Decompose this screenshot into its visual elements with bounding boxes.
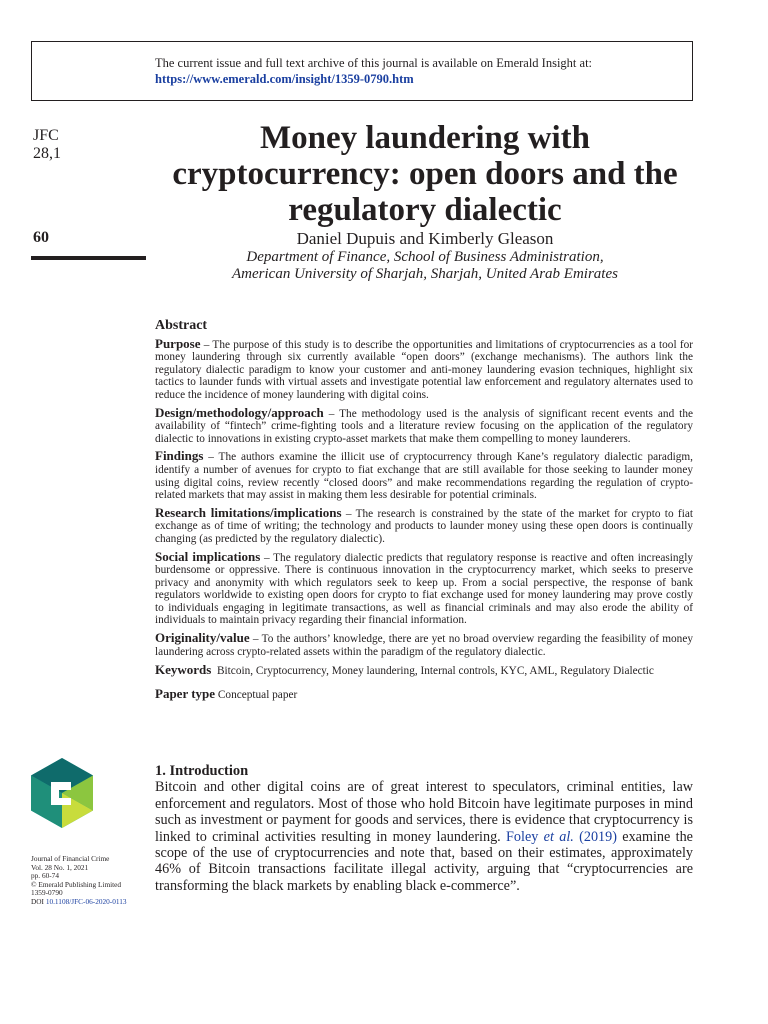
section-text: – The authors examine the illicit use of cryptocurrency through Kane’s regulatory dialectic paradigm, identify a number of avenues for crypto to fiat exchange that are still available for those seeking to launder money using digital coins, review recently “closed doors” and make recommendations regarding the regulation of crypto-related markets that may assist in making them less desirable for potential criminals. bbox=[155, 451, 693, 502]
doi-line bbox=[31, 898, 146, 907]
affiliation-line: American University of Sharjah, Sharjah, United Arab Emirates bbox=[232, 266, 618, 282]
journal-abbreviation: JFC bbox=[33, 127, 59, 144]
abstract-social bbox=[155, 548, 693, 628]
abstract-purpose bbox=[155, 335, 693, 402]
journal-volume: Vol. 28 No. 1, 2021 bbox=[31, 862, 89, 872]
section-text: – The research is constrained by the state of the market for crypto to fiat exchange as of time of writing; the technology and products to launder money using these open doors is continually changing (as predicted by the regulatory dialectic). bbox=[155, 507, 693, 545]
citation-link[interactable] bbox=[506, 829, 617, 845]
citation-etal: et al. bbox=[543, 828, 574, 845]
section-label: Social implications bbox=[155, 548, 261, 564]
journal-name: Journal of Financial Crime bbox=[31, 854, 110, 863]
journal-issn: 1359-0790 bbox=[31, 888, 63, 898]
abstract-originality bbox=[155, 632, 693, 658]
section-label: Purpose bbox=[155, 335, 201, 351]
intro-text: Bitcoin and other digital coins are of great interest to speculators, criminal entities, law enforcement and regulators. Most of those who hold Bitcoin have legitimate purposes in mind such as investment or payment for goods and services, there is evidence that cryptocurrency is linked to criminal activities resulting in money laundering. bbox=[155, 779, 693, 845]
article-title: Money laundering with cryptocurrency: open doors and the regulatory dialectic bbox=[172, 120, 678, 228]
abstract-limitations bbox=[155, 504, 693, 546]
abstract-heading: Abstract bbox=[155, 318, 208, 333]
section-label: Findings bbox=[155, 448, 204, 464]
doi-link[interactable]: 10.1108/JFC-06-2020-0113 bbox=[45, 896, 127, 906]
affiliation-line: Department of Finance, School of Business Administration, bbox=[246, 249, 604, 265]
intro-text: examine the scope of the use of cryptocurrencies and note that, based on their estimates, approximately 46% of Bitcoin transactions facilitate illegal activity, arguing that “cryptocurrencies are transforming the black markets by enabling black e-commerce”. bbox=[155, 828, 693, 894]
section-text: – The regulatory dialectic predicts that regulatory response is reactive and often increasingly burdensome or oppressive. There is continuous innovation in the cryptocurrency market, which seeks to preserve privacy and anonymity with which regulators seek to keep up. From a social perspective, the response of bank regulators worldwide to existing open doors for crypto to fiat exchange used for money laundering may prove costly to individuals engaging in legitimate transactions, as well as financial criminals and may also erode the ability of individuals to maintain privacy regarding their financial information. bbox=[155, 551, 693, 627]
journal-copyright: © Emerald Publishing Limited bbox=[31, 879, 122, 889]
paper-type bbox=[155, 685, 693, 702]
section-label: Research limitations/implications bbox=[155, 504, 342, 520]
page-number-rule bbox=[31, 256, 146, 260]
journal-url-link[interactable]: https://www.emerald.com/insight/1359-0790.htm bbox=[155, 72, 414, 86]
section-label: Design/methodology/approach bbox=[155, 404, 324, 420]
abstract-design bbox=[155, 404, 693, 446]
volume-issue: 28,1 bbox=[33, 145, 61, 162]
paper-type-label: Paper type bbox=[155, 685, 216, 701]
journal-access-banner bbox=[31, 41, 693, 101]
journal-volume-label bbox=[33, 127, 61, 163]
citation-year: (2019) bbox=[573, 828, 617, 845]
emerald-logo-icon bbox=[31, 758, 93, 828]
abstract bbox=[155, 320, 693, 701]
abstract-findings bbox=[155, 450, 693, 501]
section-text: – The purpose of this study is to describe the opportunities and limitations of cryptocurrencies as a tool for money laundering through six currently available “open doors” (exchange mechanisms). The authors link the regulatory dialectic paradigm to know your customer and anti-money laundering evasion techniques, highlight six tactics to launder funds with virtual assets and investigate potential law enforcement and regulatory alternates used to reduce the incidence of money laundering with digital coins. bbox=[155, 338, 693, 401]
doi-label: DOI bbox=[31, 896, 44, 906]
keywords bbox=[155, 664, 693, 678]
keywords-list: Bitcoin, Cryptocurrency, Money laundering, Internal controls, KYC, AML, Regulatory Dialectic bbox=[217, 665, 654, 678]
section-label: Originality/value bbox=[155, 630, 250, 646]
introduction-paragraph bbox=[155, 779, 693, 894]
author-affiliation bbox=[150, 249, 700, 283]
journal-info bbox=[31, 855, 146, 907]
introduction-section bbox=[155, 763, 693, 894]
paper-type-value: Conceptual paper bbox=[217, 688, 298, 701]
banner-text: The current issue and full text archive of this journal is available on Emerald Insight at: bbox=[155, 56, 593, 70]
page-number: 60 bbox=[33, 229, 49, 246]
section-text: – The methodology used is the analysis of significant recent events and the availability of “fintech” crime-fighting tools and a literature review focusing on the application of the regulatory dialectic to innovations in existing crypto-asset markets that make them compelling to money launderers. bbox=[155, 407, 693, 445]
keywords-label: Keywords bbox=[155, 662, 212, 678]
section-text: – To the authors’ knowledge, there are yet no broad overview regarding the feasibility of money laundering across crypto-related assets within the paradigm of the regulatory dialectic. bbox=[155, 633, 693, 658]
citation-author: Foley bbox=[506, 828, 544, 845]
introduction-heading: 1. Introduction bbox=[155, 763, 249, 779]
journal-pages: pp. 60-74 bbox=[31, 871, 59, 881]
article-authors: Daniel Dupuis and Kimberly Gleason bbox=[296, 229, 554, 248]
